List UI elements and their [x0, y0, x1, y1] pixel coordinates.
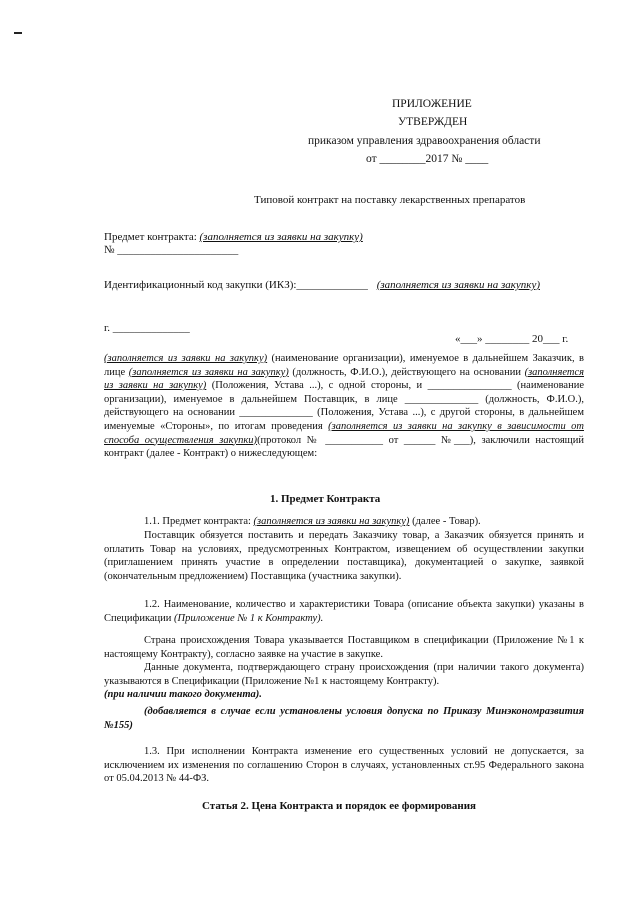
admission-conditions-note: (добавляется в случае если установлены условия допуска по Приказу Минэкономразвития №155)	[104, 706, 584, 731]
clause-1-2: 1.2. Наименование, количество и характеристики Товара (описание объекта закупки) указаны в Спецификации (Приложение № 1 к Контракту).	[104, 599, 584, 624]
clause-1-3: 1.3. При исполнении Контракта изменение его существенных условий не допускается, за исключением их изменения по соглашению Сторон в случаях, установленных ст.95 Федерального закона от 05.04.2013 № 44-ФЗ.	[104, 746, 584, 785]
subject-label: Предмет контракта:	[104, 231, 200, 243]
header-appendix: ПРИЛОЖЕНИЕ	[392, 98, 472, 110]
document-title: Типовой контракт на поставку лекарственных препаратов	[254, 194, 526, 206]
clause-1-1: 1.1. Предмет контракта: (заполняется из заявки на закупку) (далее - Товар).	[144, 516, 481, 527]
header-approved: УТВЕРЖДЕН	[398, 116, 468, 128]
documents-note: (при наличии такого документа).	[104, 689, 262, 700]
subject-note: (заполняется из заявки на закупку)	[199, 231, 363, 243]
section-1-title: 1. Предмет Контракта	[270, 493, 381, 505]
section-2-title: Статья 2. Цена Контракта и порядок ее формирования	[202, 800, 477, 812]
subject-line	[104, 231, 363, 243]
ikz-line	[104, 279, 540, 291]
header-date-number: от ________2017 № ____	[366, 153, 489, 165]
ikz-label: Идентификационный код закупки (ИКЗ):_____________	[104, 279, 368, 291]
subject-number: № ______________________	[104, 244, 239, 256]
documents-paragraph: Данные документа, подтверждающего страну происхождения (при наличии такого документа) указываются в Спецификации (Приложение №1 к настоящему Контракту).	[104, 662, 584, 687]
city-field: г. ______________	[104, 322, 190, 334]
ikz-note: (заполняется из заявки на закупку)	[376, 279, 540, 291]
contract-date-field: «___» ________ 20___ г.	[455, 333, 569, 345]
preamble-paragraph: (заполняется из заявки на закупку) (наименование организации), именуемое в дальнейшем Заказчик, в лице (заполняется из заявки на закупку) (должность, Ф.И.О.), действующего на основании (заполняется из заявки на закупку) (Положения, Устава ...), с одной стороны, и ________________ (наименование организации), именуемое в дальнейшем Поставщик, в лице ______________ (должность, Ф.И.О.), действующего на основании ______________ (Положения, Устава ...), с другой стороны, в дальнейшем именуемые «Стороны», по итогам проведения (заполняется из заявки на закупку в зависимости от способа осуществления закупки)(протокол № ___________ от ______ №___), заключили настоящий контракт (далее - Контракт) о нижеследующем:	[104, 353, 585, 460]
supplier-obligation-paragraph: Поставщик обязуется поставить и передать Заказчику товар, а Заказчик обязуется принять и оплатить Товар на условиях, предусмотренных Контрактом, извещением об осуществлении закупки (приглашением принять участие в определении поставщика), документацией о закупке, заявкой (окончательным предложением) Поставщика (участника закупки).	[104, 530, 584, 582]
header-order: приказом управления здравоохранения области	[308, 135, 541, 147]
scan-mark	[14, 32, 22, 34]
origin-paragraph: Страна происхождения Товара указывается Поставщиком в спецификации (Приложение №1 к настоящему Контракту), согласно заявке на участие в закупке.	[104, 635, 584, 660]
